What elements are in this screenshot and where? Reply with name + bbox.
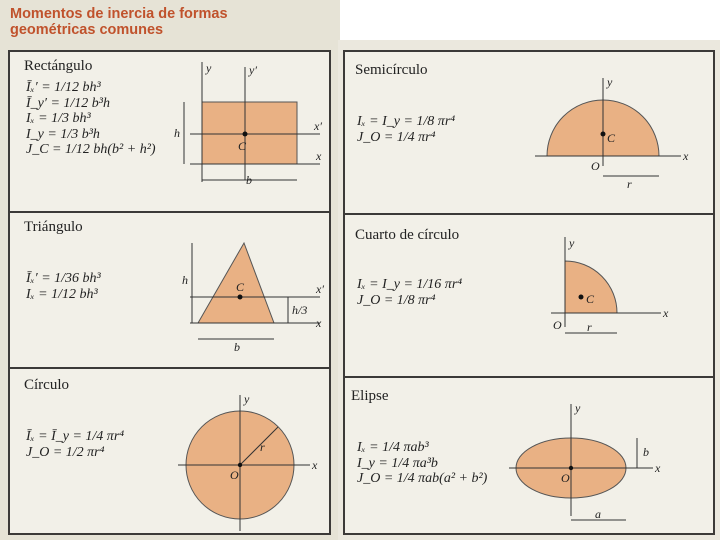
page-title: [10, 6, 228, 38]
rectangle-shape: [202, 102, 297, 164]
origin-label: O: [553, 318, 562, 332]
origin-dot: [238, 463, 242, 467]
origin-label: O: [230, 468, 239, 482]
axis-y-label: y: [244, 392, 250, 406]
page-title-line1: Momentos de inercia de formas: [10, 6, 228, 22]
formula-rect-5: J_C = 1/12 bh(b² + h²): [26, 142, 156, 157]
axis-x-label: x: [316, 316, 322, 330]
formulas-rectangulo: [26, 80, 156, 158]
formula-rect-4: I_y = 1/3 b³h: [26, 126, 100, 142]
axis-x-label: x: [312, 458, 318, 472]
formula-circ-2: J_O = 1/2 πr⁴: [26, 444, 105, 460]
formulas-elipse: [357, 440, 487, 487]
axis-y-label: y: [206, 62, 212, 75]
dim-h3-label: h/3: [292, 303, 308, 317]
axis-xp-label: x′: [314, 119, 322, 133]
page-title-line2: geométricas comunes: [10, 22, 164, 38]
cell-semicirculo: [343, 50, 715, 215]
centroid-label: C: [236, 280, 245, 294]
formula-circ-1: Īₓ = Ī_y = 1/4 πr⁴: [26, 429, 125, 444]
quarter-circle-diagram: [543, 235, 711, 375]
dim-h-label: h: [174, 126, 180, 140]
dim-b-label: b: [643, 445, 649, 459]
centroid-dot: [601, 132, 606, 137]
label-circulo: Círculo: [24, 377, 69, 393]
formula-cuarto-2: J_O = 1/8 πr⁴: [357, 292, 436, 308]
axis-x-label: x: [655, 461, 661, 475]
axis-y-label: y: [575, 401, 581, 415]
centroid-dot: [238, 295, 243, 300]
formulas-triangulo: [26, 271, 101, 302]
label-rectangulo: Rectángulo: [24, 58, 93, 74]
centroid-dot: [243, 132, 248, 137]
label-elipse: Elipse: [351, 388, 389, 404]
ellipse-diagram: [509, 398, 713, 534]
dim-h-label: h: [182, 273, 188, 287]
label-cuarto: Cuarto de círculo: [355, 227, 460, 243]
axis-y-label: y: [569, 236, 575, 250]
formula-elipse-3: J_O = 1/4 πab(a² + b²): [357, 471, 488, 486]
formula-rect-3: Iₓ = 1/3 bh³: [26, 111, 91, 126]
formula-elipse-2: I_y = 1/4 πa³b: [357, 455, 438, 471]
axis-xp-label: x′: [316, 282, 324, 296]
cell-rectangulo: [8, 50, 331, 213]
cell-circulo: [8, 367, 331, 535]
cell-elipse: [343, 376, 715, 535]
cell-triangulo: [8, 211, 331, 369]
formula-rect-2: Ī_y′ = 1/12 b³h: [26, 95, 110, 111]
axis-y-label: y: [607, 75, 613, 89]
formula-elipse-1: Iₓ = 1/4 πab³: [357, 440, 429, 455]
triangle-diagram: [170, 229, 330, 359]
centroid-dot: [579, 295, 584, 300]
origin-label: O: [561, 471, 570, 485]
axis-x-label: x: [316, 149, 322, 163]
formula-tri-2: Iₓ = 1/12 bh³: [26, 286, 98, 302]
axis-x-label: x: [663, 306, 669, 320]
dim-r-label: r: [587, 320, 592, 334]
dim-r-label: r: [627, 177, 632, 191]
radius-label: r: [260, 440, 265, 454]
semicircle-diagram: [535, 74, 711, 214]
formulas-semicirculo: [357, 114, 455, 145]
label-semicirculo: Semicírculo: [355, 62, 428, 78]
axis-x-label: x: [683, 149, 689, 163]
formula-semi-2: J_O = 1/4 πr⁴: [357, 129, 436, 145]
formulas-circulo: [26, 429, 124, 460]
label-triangulo: Triángulo: [24, 219, 83, 235]
origin-dot: [569, 466, 573, 470]
centroid-label: C: [607, 131, 616, 145]
dim-b-label: b: [246, 173, 252, 187]
centroid-label: C: [586, 292, 595, 306]
centroid-label: C: [238, 139, 247, 153]
formula-rect-1: Īₓ′ = 1/12 bh³: [26, 80, 101, 95]
circle-diagram: [178, 389, 328, 533]
rectangle-diagram: [160, 62, 330, 207]
dim-a-label: a: [595, 507, 601, 521]
origin-label: O: [591, 159, 600, 173]
dim-b-label: b: [234, 340, 240, 354]
formula-tri-1: Īₓ′ = 1/36 bh³: [26, 271, 101, 286]
formula-cuarto-1: Iₓ = I_y = 1/16 πr⁴: [357, 277, 463, 292]
formulas-cuarto: [357, 277, 462, 308]
formula-semi-1: Iₓ = I_y = 1/8 πr⁴: [357, 114, 456, 129]
cell-cuarto: [343, 213, 715, 378]
axis-yp-label: y′: [249, 63, 257, 77]
